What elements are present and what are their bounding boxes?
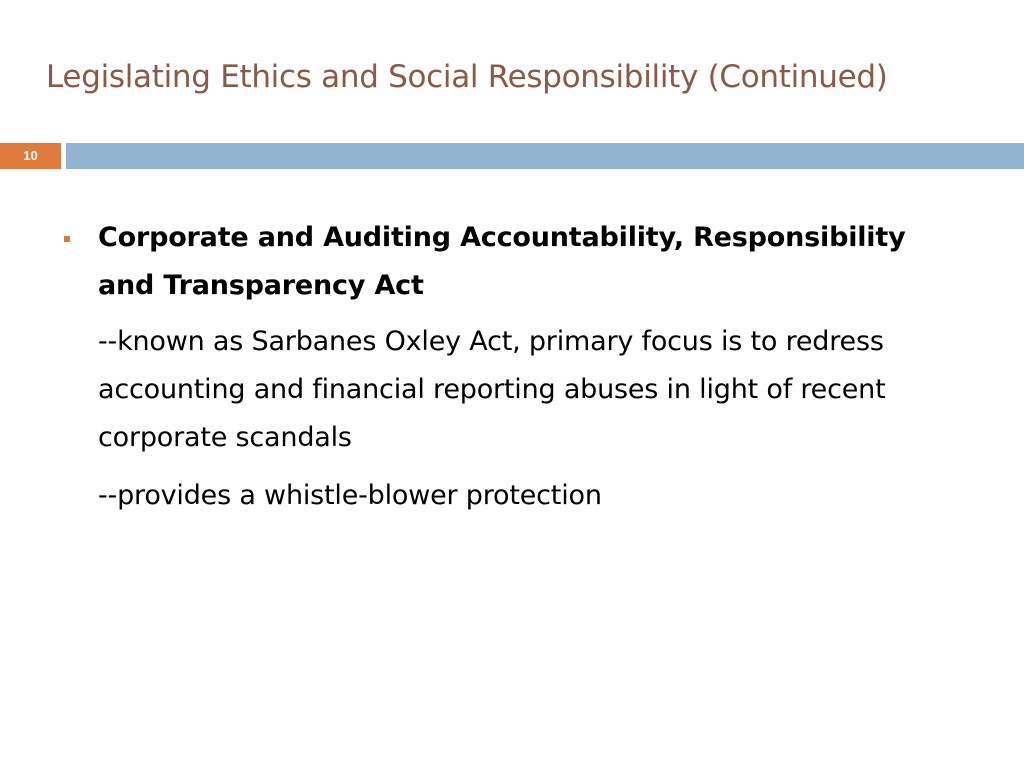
slide-body: [64, 214, 964, 520]
square-bullet-icon: [64, 236, 70, 242]
bullet-paragraph-protection: --provides a whistle-blower protection: [98, 480, 602, 511]
title-divider-bar: [66, 143, 1024, 169]
slide-title: Legislating Ethics and Social Responsibility (Continued): [46, 59, 888, 95]
bullet-heading: Corporate and Auditing Accountability, Responsibility and Transparency Act: [98, 222, 906, 301]
bullet-paragraph-description: --known as Sarbanes Oxley Act, primary focus is to redress accounting and financial reporting abuses in light of recent corporate scandals: [98, 326, 886, 453]
bullet-item: [64, 214, 964, 520]
slide-number-badge: 10: [0, 143, 61, 169]
